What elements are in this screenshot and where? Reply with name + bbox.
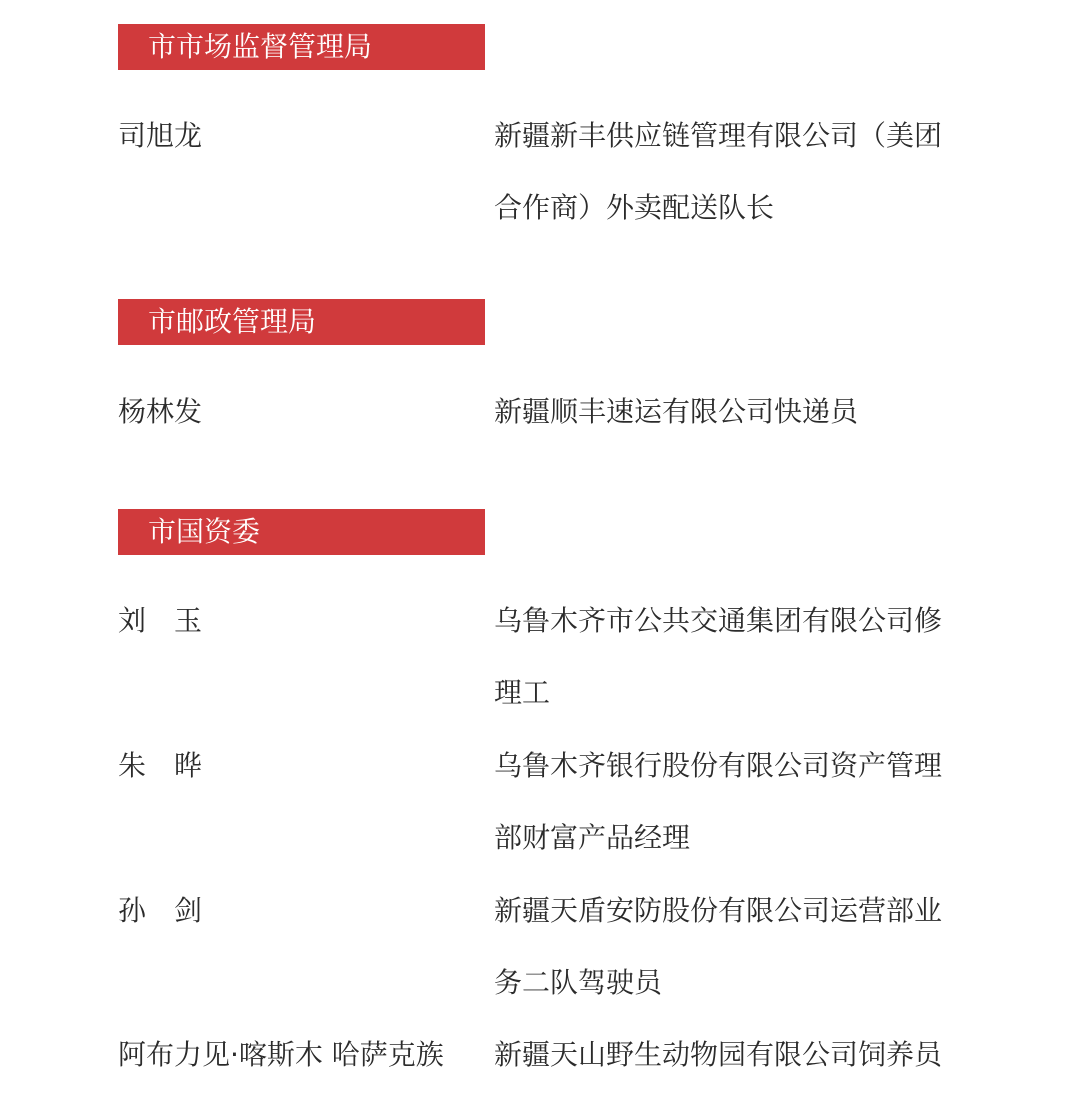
description-line: 新疆顺丰速运有限公司快递员 (494, 395, 859, 428)
section-header-sasac: 市国资委 (118, 509, 485, 555)
description-line: 务二队驾驶员 (494, 966, 663, 999)
person-name (118, 875, 202, 947)
description-line: 新疆新丰供应链管理有限公司（美团 (494, 119, 943, 152)
person-name: 阿布力见·喀斯木 哈萨克族 (118, 1038, 444, 1071)
description-line: 合作商）外卖配送队长 (494, 191, 775, 224)
person-name (118, 585, 202, 657)
person-description (494, 875, 964, 1019)
section-header-market-supervision: 市市场监督管理局 (118, 24, 485, 70)
description-line: 乌鲁木齐市公共交通集团有限公司修 (494, 604, 943, 637)
name-part: 晔 (174, 749, 203, 782)
section-header-postal-administration: 市邮政管理局 (118, 299, 485, 345)
description-line: 新疆天山野生动物园有限公司饲养员 (494, 1038, 943, 1071)
description-line: 乌鲁木齐银行股份有限公司资产管理 (494, 749, 943, 782)
person-description (494, 730, 964, 874)
person-description (494, 376, 964, 448)
name-part: 朱 (118, 749, 147, 782)
person-description (494, 585, 964, 729)
person-name: 杨林发 (118, 395, 203, 428)
description-line: 新疆天盾安防股份有限公司运营部业 (494, 894, 943, 927)
name-part: 玉 (174, 604, 203, 637)
name-part: 孙 (118, 894, 147, 927)
description-line: 部财富产品经理 (494, 821, 691, 854)
person-description (494, 100, 964, 244)
description-line: 理工 (494, 676, 551, 709)
person-name: 司旭龙 (118, 119, 203, 152)
name-part: 刘 (118, 604, 147, 637)
person-name (118, 730, 202, 802)
name-part: 剑 (174, 894, 203, 927)
person-description (494, 1019, 964, 1091)
